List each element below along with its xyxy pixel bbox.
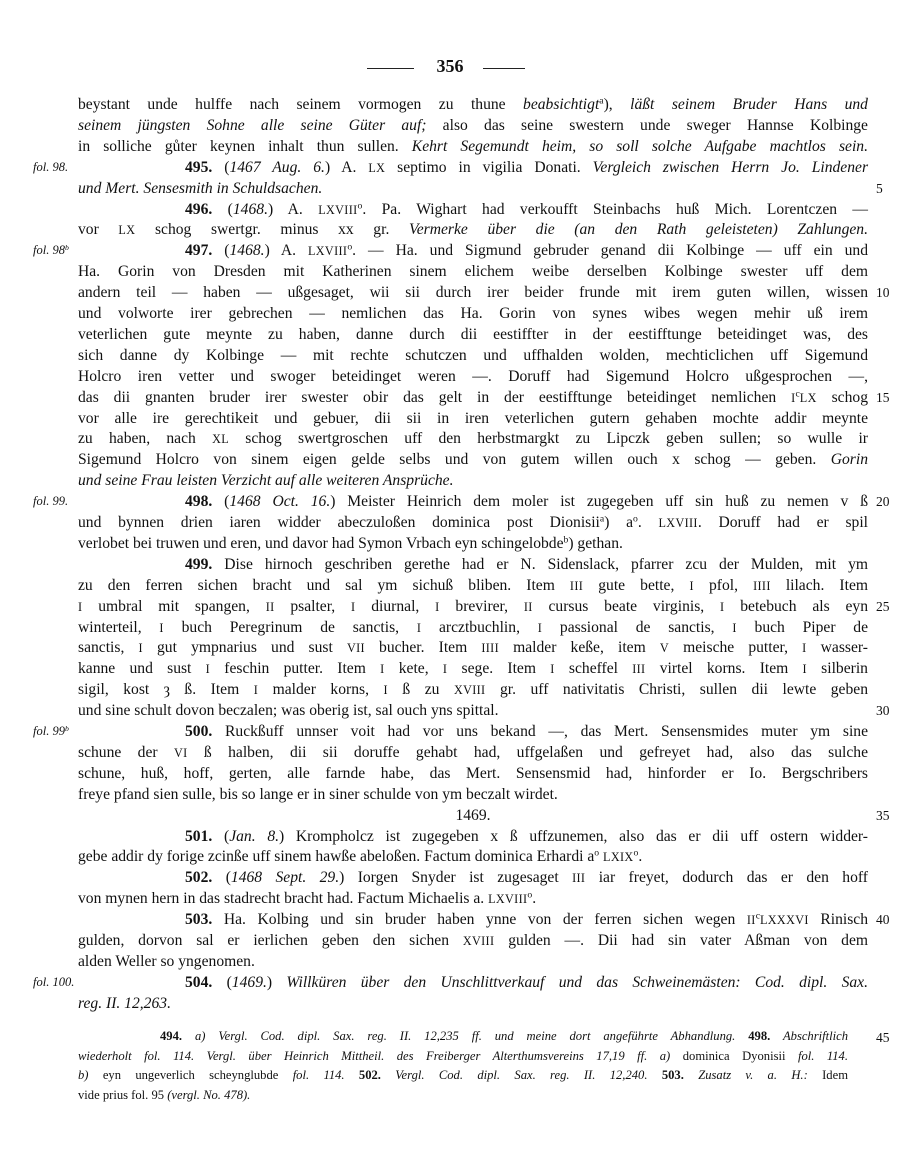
italic-text: beabsichtigt xyxy=(523,96,600,113)
text: Sigemund Holcro von sinem eigen gelde selbs und von gutem willen ouch x schog — geben. xyxy=(78,451,831,469)
folio-side: b xyxy=(64,243,69,253)
folio-margin-note xyxy=(33,157,93,178)
year-heading xyxy=(78,805,868,826)
line-number: 45 xyxy=(876,1030,890,1045)
entry-number: 504. xyxy=(185,973,213,991)
text: ) A. xyxy=(267,200,319,218)
text: beystant unde hulffe nach seinem vormogen zu thune xyxy=(78,96,524,113)
entry-number: 499. xyxy=(185,555,213,573)
text: ) Iorgen Snyder ist zugesaget xyxy=(339,869,573,887)
text: sanctis, xyxy=(78,639,139,657)
roman-numeral: I xyxy=(537,620,543,635)
text: malder keße, item xyxy=(499,639,660,657)
text-line xyxy=(78,972,868,993)
text: ( xyxy=(212,827,230,845)
italic-text: Willküren über den Unschlittverkauf und das Schweinemästen: Cod. dipl. Sax. xyxy=(286,973,868,991)
text: schog swertgr. minus xx gr. xyxy=(135,221,409,239)
text-line xyxy=(78,637,868,658)
italic-text: und Mert. Sensesmith in Schuldsachen. xyxy=(78,179,323,197)
roman-numeral: II xyxy=(746,913,756,928)
text: alden Weller so yngenomen. xyxy=(78,952,255,970)
roman-numeral: I xyxy=(719,599,725,614)
roman-numeral: II xyxy=(265,599,275,614)
roman-numeral: V xyxy=(659,641,669,656)
text: ) gethan. xyxy=(568,534,623,552)
text-line xyxy=(78,178,868,199)
text: und bynnen drien iaren widder abeczuloßen dominica post Dionisii xyxy=(78,514,600,531)
text: das dii gnanten bruder irer swester obir das gelt in der eestifftunge beteidinget nemlichen xyxy=(78,388,792,406)
text: ( xyxy=(212,493,230,511)
roman-numeral: IIII xyxy=(753,578,771,593)
line-number: 25 xyxy=(876,598,890,614)
text-line xyxy=(78,742,868,763)
text-line xyxy=(78,470,868,491)
text: veterlichen gute meynte zu haben, danne durch dii eestiffter in der eestifftunge beteidinget was, des xyxy=(78,325,868,343)
text-line xyxy=(78,324,868,345)
roman-numeral: II xyxy=(523,599,533,614)
text-line xyxy=(78,219,868,240)
text-line xyxy=(78,554,868,575)
line-number: 30 xyxy=(876,703,890,719)
text-line xyxy=(78,826,868,847)
text: also das seine swestern unde sweger Hannse Kolbinge xyxy=(426,116,868,134)
roman-numeral: I xyxy=(791,390,796,405)
footnote-line xyxy=(78,1047,848,1067)
text-line xyxy=(78,679,868,700)
text: gulden —. Dii had sin vater Aßman von dem xyxy=(494,932,868,949)
text: . xyxy=(638,848,643,866)
text-line xyxy=(78,157,868,178)
roman-numeral: I xyxy=(416,620,422,635)
superscript: o xyxy=(633,513,638,525)
text: Rinisch xyxy=(808,911,868,929)
entry-number: 502. xyxy=(358,1068,381,1083)
text: Holcro iren vetter und swoger beteidinget weren —. Doruff had Sigemund Holcro ußgesprochen —, xyxy=(78,367,868,385)
text-line xyxy=(78,115,868,136)
text: sigil, kost ȝ ß. Item xyxy=(78,681,254,699)
text: sege. Item xyxy=(447,660,551,678)
superscript: o xyxy=(594,848,600,860)
folio-label: fol. 98. xyxy=(33,159,69,174)
superscript: b xyxy=(563,534,569,546)
text: dominica Dyonisii xyxy=(682,1048,798,1063)
entry-number: 494. xyxy=(160,1029,183,1043)
entry-number: 503. xyxy=(185,911,213,929)
italic-text: wiederholt fol. 114. Vergl. über Heinrich Mittheil. des Freiberger Alterthumsvereins 17,19 ff. a) xyxy=(78,1048,683,1063)
folio-label: fol. 100. xyxy=(33,974,75,989)
text: silberin xyxy=(806,660,868,678)
line-number: 20 xyxy=(876,494,890,510)
line-number: 15 xyxy=(876,389,890,405)
roman-numeral: I xyxy=(802,662,807,677)
text-line xyxy=(78,658,868,679)
text: vor xyxy=(78,221,119,239)
folio-label: fol. 99 xyxy=(33,724,65,738)
text-line xyxy=(78,867,868,888)
text: buch Peregrinum de sanctis, xyxy=(163,618,417,636)
text-line xyxy=(78,366,868,387)
text: . xyxy=(532,890,537,908)
line-number: 5 xyxy=(876,180,883,196)
text: ) Meister Heinrich dem moler ist zugegeben uff sin huß zu nemen v ß xyxy=(330,493,869,511)
text: andern teil — haben — ußgesaget, wii sii durch irer beider frunde mit irem guten willen, wissen xyxy=(78,284,868,302)
text: septimo in vigilia Donati. xyxy=(385,158,593,176)
entry-number: 502. xyxy=(185,869,213,887)
text-line xyxy=(78,930,868,951)
text: winterteil, xyxy=(78,618,160,636)
folio-margin-note xyxy=(33,721,93,742)
italic-text: b) xyxy=(78,1068,103,1083)
roman-numeral: LX xyxy=(799,390,817,405)
text-line xyxy=(78,282,868,303)
text: ) xyxy=(266,973,287,991)
text: kanne und sust xyxy=(78,660,206,678)
roman-numeral: VII xyxy=(346,641,365,656)
italic-text: Zusatz v. a. H.: xyxy=(683,1068,823,1083)
italic-text: Vermerke über die (an den Rath geleisteten) Zahlungen. xyxy=(408,221,868,239)
text-line xyxy=(78,449,868,470)
roman-numeral: III xyxy=(572,871,586,886)
text: wasser- xyxy=(806,639,868,657)
text-line xyxy=(78,700,868,721)
text: ( xyxy=(212,200,233,218)
text: vide prius fol. 95 xyxy=(78,1087,168,1102)
text: Ruckßuff unnser voit had vor uns bekand —, das Mert. Sensensmides muter ym sine xyxy=(212,723,868,740)
roman-numeral: LX xyxy=(118,223,136,238)
entry-number: 495. xyxy=(185,158,213,176)
roman-numeral: I xyxy=(138,641,143,656)
text: sich danne dy Kolbinge — mit rechte schutczen und uffhalden wolden, mechticlichen uff Sigemund xyxy=(78,346,868,364)
text-line xyxy=(78,596,868,617)
roman-numeral: I xyxy=(159,620,164,635)
text: brevirer, xyxy=(439,597,524,615)
text: malder korns, xyxy=(258,681,384,699)
text-line xyxy=(78,303,868,324)
entry-number: 501. xyxy=(185,827,213,845)
folio-label: fol. 99. xyxy=(33,494,69,509)
text: betebuch als eyn xyxy=(724,597,868,615)
italic-text: fol. 114. xyxy=(797,1048,849,1063)
folio-side: b xyxy=(64,723,69,733)
text: arcztbuchlin, xyxy=(421,618,538,636)
italic-text: 1468. xyxy=(229,242,265,260)
text: gulden, dorvon sal er ierlichen geben den sichen xyxy=(78,932,463,949)
text-line xyxy=(78,240,868,261)
superscript: o xyxy=(633,848,639,860)
text: verlobet bei truwen und eren, und davor had Symon Vrbach eyn schingelobde xyxy=(78,534,564,552)
roman-numeral: XVIII xyxy=(462,934,495,948)
text: meische putter, xyxy=(669,639,803,657)
italic-text: seinem jüngsten Sohne alle seine Güter auf; xyxy=(78,116,427,134)
text: ß zu xyxy=(387,681,454,699)
text: gute bette, xyxy=(583,576,690,594)
roman-numeral: LXVIII xyxy=(658,516,698,530)
roman-numeral: I xyxy=(205,662,211,677)
text: . — Ha. und Sigmund gebruder genand dii Kolbinge — uff ein und xyxy=(352,242,868,260)
roman-numeral: XVIII xyxy=(453,683,486,698)
text: ) Krompholcz ist zugegeben x ß uffzunemen, also das er dii uff ostern widder- xyxy=(279,827,868,845)
text: ß halben, dii sii doruffe gehabt had, uffgelaßen und gefreyet had, also das sulche xyxy=(187,743,868,761)
text: Dise hirnoch geschriben gerethe had er N. Sidenslack, pfarrer zcu der Mulden, mit ym xyxy=(212,555,868,573)
text-line xyxy=(78,345,868,366)
text-line xyxy=(78,784,868,805)
text: gr. uff nativitatis Christi, sullen dii lewte geben xyxy=(485,681,868,699)
superscript: o xyxy=(527,889,533,901)
text-line xyxy=(78,575,868,596)
italic-text: 1468 Sept. 29. xyxy=(230,869,340,887)
superscript: o xyxy=(347,241,353,253)
text-line xyxy=(78,888,868,909)
italic-text: 1468 Oct. 16. xyxy=(229,493,331,511)
text-line xyxy=(78,993,868,1014)
roman-numeral: LXIX xyxy=(603,850,634,865)
italic-text: Vergleich zwischen Herrn Jo. Lindener xyxy=(592,158,869,176)
folio-margin-note xyxy=(33,972,93,993)
text: von mynen hern in das stadrecht bracht had. Factum Michaelis a. xyxy=(78,890,489,908)
italic-text: Jan. 8. xyxy=(229,827,280,845)
line-number: 10 xyxy=(876,285,890,301)
text-line xyxy=(78,387,868,408)
italic-text: reg. II. 12,263. xyxy=(78,994,171,1012)
header-rule-right xyxy=(483,68,525,69)
text-line xyxy=(78,846,868,867)
text-line xyxy=(78,428,868,449)
text: cursus beate virginis, xyxy=(532,597,720,615)
text-line xyxy=(78,408,868,429)
entry-number: 503. xyxy=(661,1068,684,1083)
text: schog xyxy=(816,388,868,406)
italic-text: 1468. xyxy=(232,200,268,218)
text-line xyxy=(78,199,868,220)
roman-numeral: I xyxy=(732,620,737,635)
italic-text: Kehrt Segemundt heim, so soll solche Aufgabe machtlos sein. xyxy=(411,137,868,155)
text-line xyxy=(78,951,868,972)
text: ( xyxy=(212,869,231,887)
italic-text: Abschriftlich xyxy=(770,1029,849,1043)
text: virtel korns. Item xyxy=(645,660,803,678)
text-line xyxy=(78,491,868,512)
text: gut ympnarius und sust xyxy=(142,639,347,657)
text: ), xyxy=(603,96,631,113)
italic-text: läßt seinem Bruder Hans und xyxy=(630,96,868,113)
roman-numeral: III xyxy=(569,578,584,593)
text: Idem xyxy=(822,1068,848,1083)
folio-label: fol. 98 xyxy=(33,243,65,258)
text-line xyxy=(78,721,868,742)
footnote-line xyxy=(78,1066,848,1086)
text: ( xyxy=(212,242,230,260)
roman-numeral: I xyxy=(253,683,259,698)
text: in solliche gůter keynen inhalt thun sullen. xyxy=(78,137,412,155)
text: freye pfand sien sulle, bis so lange er in siner schulde von ym beczalt wirdet. xyxy=(78,785,558,803)
entry-number: 496. xyxy=(185,200,213,218)
roman-numeral: LXVIII xyxy=(488,892,528,907)
text: feschin putter. Item xyxy=(210,660,381,678)
text: schune der xyxy=(78,743,174,761)
text: ) a xyxy=(604,514,634,531)
text: diurnal, xyxy=(355,597,436,615)
text-line xyxy=(78,261,868,282)
superscript: a xyxy=(599,95,604,107)
text: zu haben, nach xyxy=(78,430,213,448)
text: ( xyxy=(212,973,232,991)
folio-margin-note xyxy=(33,240,93,261)
text: pfol, xyxy=(693,576,754,594)
text: ) A. xyxy=(264,242,308,260)
superscript: o xyxy=(357,200,363,212)
line-number: 35 xyxy=(876,807,890,823)
superscript: c xyxy=(755,910,760,922)
folio-margin-note xyxy=(33,491,93,512)
roman-numeral: LXVIII xyxy=(308,244,348,259)
text: ) A. xyxy=(324,158,369,176)
italic-text: a) Vergl. Cod. dipl. Sax. reg. II. 12,235 ff. und meine dort angeführte Abhandlung. xyxy=(182,1029,749,1043)
roman-numeral: VI xyxy=(173,745,188,760)
italic-text: 1467 Aug. 6. xyxy=(229,158,325,176)
text: schog swertgroschen uff den herbstmargkt zu Lipczk geben sullen; so wulle ir xyxy=(229,430,868,448)
entry-number: 497. xyxy=(185,242,213,260)
line-number: 40 xyxy=(876,912,890,928)
italic-text: Vergl. Cod. dipl. Sax. reg. II. 12,240. xyxy=(380,1068,662,1083)
roman-numeral: I xyxy=(351,599,356,614)
text: scheffel xyxy=(554,660,633,678)
text: Ha. Gorin von Dresden mit Katherinen sinem elichem weibe derselben Kolbinge swester uff dem xyxy=(78,263,868,281)
roman-numeral: I xyxy=(78,599,83,614)
footnote-line xyxy=(78,1086,848,1106)
entry-number: 500. xyxy=(185,723,213,740)
superscript: a xyxy=(599,513,605,525)
text: eyn ungeverlich scheynglubde xyxy=(102,1068,293,1083)
text: 1469. xyxy=(455,806,491,824)
text: . Doruff had er spil xyxy=(697,514,868,531)
italic-text: (vergl. No. 478). xyxy=(167,1087,251,1102)
roman-numeral: I xyxy=(689,578,694,593)
text-line xyxy=(78,617,868,638)
text: buch Piper de xyxy=(736,618,868,636)
roman-numeral: I xyxy=(383,683,388,698)
footnote-line xyxy=(78,1027,848,1047)
text: Ha. Kolbing und sin bruder haben ynne von der ferren sichen wegen xyxy=(212,911,747,929)
text: ( xyxy=(212,158,230,176)
text: und sine schult dovon beczalen; was oberig ist, sal ouch yns spittal. xyxy=(78,702,499,720)
italic-text: 1469. xyxy=(231,973,267,991)
text: umbral mit spangen, xyxy=(82,597,266,615)
text: psalter, xyxy=(274,597,352,615)
text: . Pa. Wighart had verkoufft Steinbachs huß Mich. Lorentczen — xyxy=(362,200,869,218)
italic-text: Gorin xyxy=(830,451,868,469)
text-line xyxy=(78,533,868,554)
roman-numeral: XL xyxy=(212,432,230,447)
roman-numeral: LXVIII xyxy=(318,202,358,217)
text-line xyxy=(78,763,868,784)
text-line xyxy=(78,909,868,930)
roman-numeral: I xyxy=(802,641,807,656)
roman-numeral: I xyxy=(380,662,385,677)
superscript: c xyxy=(795,388,800,400)
text: kete, xyxy=(384,660,443,678)
italic-text: und seine Frau leisten Verzicht auf alle weiteren Ansprüche. xyxy=(78,472,454,490)
text: und volworte irer gebrechen — nemlichen das Ha. Gorin von synes wibes wegen mehir uß irem xyxy=(78,305,868,322)
text: . xyxy=(637,514,659,531)
text: bucher. Item xyxy=(364,639,482,657)
roman-numeral: I xyxy=(550,662,555,677)
text: schune, huß, hoff, gerten, alle farnde habe, das Mert. Sensensmid had, hinforder er Io. Bergschribers xyxy=(78,764,868,782)
text: passional de sanctis, xyxy=(542,618,733,636)
roman-numeral: LX xyxy=(368,160,386,175)
text-line xyxy=(78,136,868,157)
text: lilach. Item xyxy=(770,576,869,594)
roman-numeral: III xyxy=(632,662,646,677)
roman-numeral: I xyxy=(435,599,440,614)
italic-text: fol. 114. xyxy=(292,1068,359,1083)
entry-number: 498. xyxy=(748,1029,771,1043)
roman-numeral: LXXXVI xyxy=(759,913,809,928)
entry-number: 498. xyxy=(185,493,213,511)
text: iar freyet, dodurch das er den hoff xyxy=(585,869,868,887)
roman-numeral: IIII xyxy=(481,641,499,656)
roman-numeral: I xyxy=(442,662,448,677)
text-line xyxy=(78,512,868,533)
text-line xyxy=(78,94,868,115)
text: zu den ferren sichen bracht und sal ym sichuß bliben. Item xyxy=(78,576,570,594)
text: gebe addir dy forige zcinße uff sinem hawße abeloßen. Factum dominica Erhardi a xyxy=(78,848,595,866)
text: vor alle ire gerechtikeit und gebuer, dii sii in iren veterlichen gutern gehaben mochte addir meynte xyxy=(78,409,868,427)
page-number: 356 xyxy=(436,56,464,76)
